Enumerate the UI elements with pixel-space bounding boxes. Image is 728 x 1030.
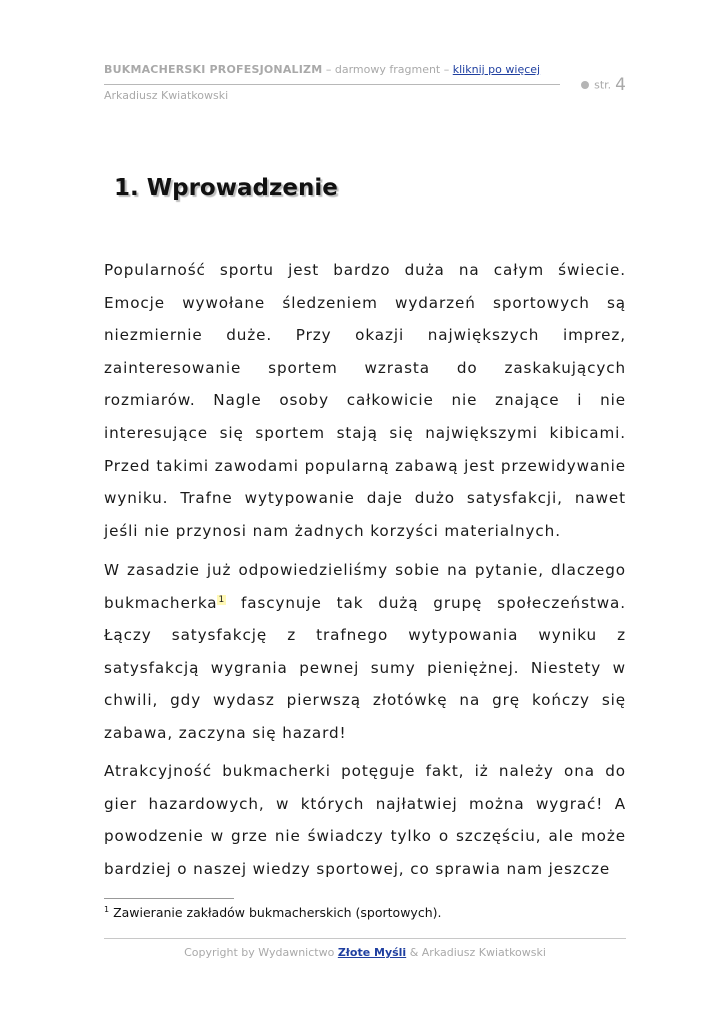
paragraph-2 xyxy=(104,554,626,750)
footnote-number: 1 xyxy=(104,905,110,914)
header-subtitle: darmowy fragment xyxy=(334,63,441,76)
paragraph-2-part-2: fascynuje tak dużą grupę społeczeństwa. Łączy satysfakcję z trafnego wytypowania wyniku z satysfakcją wygrania pewnej sumy pieniężnej. Niestety w chwili, gdy wydasz pierwszą złotówkę na grę kończy się zabawa, zaczyna się hazard! xyxy=(104,593,626,742)
header-author: Arkadiusz Kwiatkowski xyxy=(104,89,229,102)
book-title: BUKMACHERSKI PROFESJONALIZM xyxy=(104,63,323,76)
paragraph-2-part-1: W zasadzie już odpowiedzieliśmy sobie na pytanie, dlaczego bukmacherka xyxy=(104,561,626,612)
paragraph-3: Atrakcyjność bukmacherki potęguje fakt, iż należy ona do gier hazardowych, w których najłatwiej można wygrać! A powodzenie w grze nie świadczy tylko o szczęściu, ale może bardziej o naszej wiedzy sportowej, co sprawia nam jeszcze xyxy=(104,762,626,878)
paragraph-1: Popularność sportu jest bardzo duża na całym świecie. Emocje wywołane śledzeniem wydarzeń sportowych są niezmiernie duże. Przy okazji największych imprez, zainteresowanie sportem wzrasta do zaskakujących rozmiarów. Nagle osoby całkowicie nie znające i nie interesujące się sportem stają się największymi kibicami. Przed takimi zawodami popularną zabawą jest przewidywanie wyniku. Trafne wytypowanie daje dużo satysfakcji, nawet jeśli nie przynosi nam żadnych korzyści materialnych. xyxy=(104,261,627,540)
chapter-title: 1. Wprowadzenie xyxy=(114,175,338,201)
publisher-link[interactable]: Złote Myśli xyxy=(337,946,407,959)
header-separator: – xyxy=(440,63,453,76)
page-number-block xyxy=(581,75,626,95)
footer-suffix: & Arkadiusz Kwiatkowski xyxy=(406,946,546,959)
more-link[interactable]: kliknij po więcej xyxy=(452,63,541,76)
footnote xyxy=(104,905,441,920)
footer-divider xyxy=(104,938,626,939)
page-header xyxy=(104,63,626,115)
footer-prefix: Copyright by Wydawnictwo xyxy=(184,946,338,959)
header-divider xyxy=(104,84,560,85)
footnote-divider xyxy=(104,898,234,899)
bullet-icon xyxy=(581,81,589,89)
page-footer xyxy=(104,946,626,959)
header-separator: – xyxy=(322,63,335,76)
header-line xyxy=(104,63,626,76)
footnote-text: Zawieranie zakładów bukmacherskich (sportowych). xyxy=(109,905,442,921)
page-number: 4 xyxy=(615,75,626,95)
footnote-reference[interactable]: 1 xyxy=(218,594,226,605)
page-label: str. xyxy=(594,78,612,92)
